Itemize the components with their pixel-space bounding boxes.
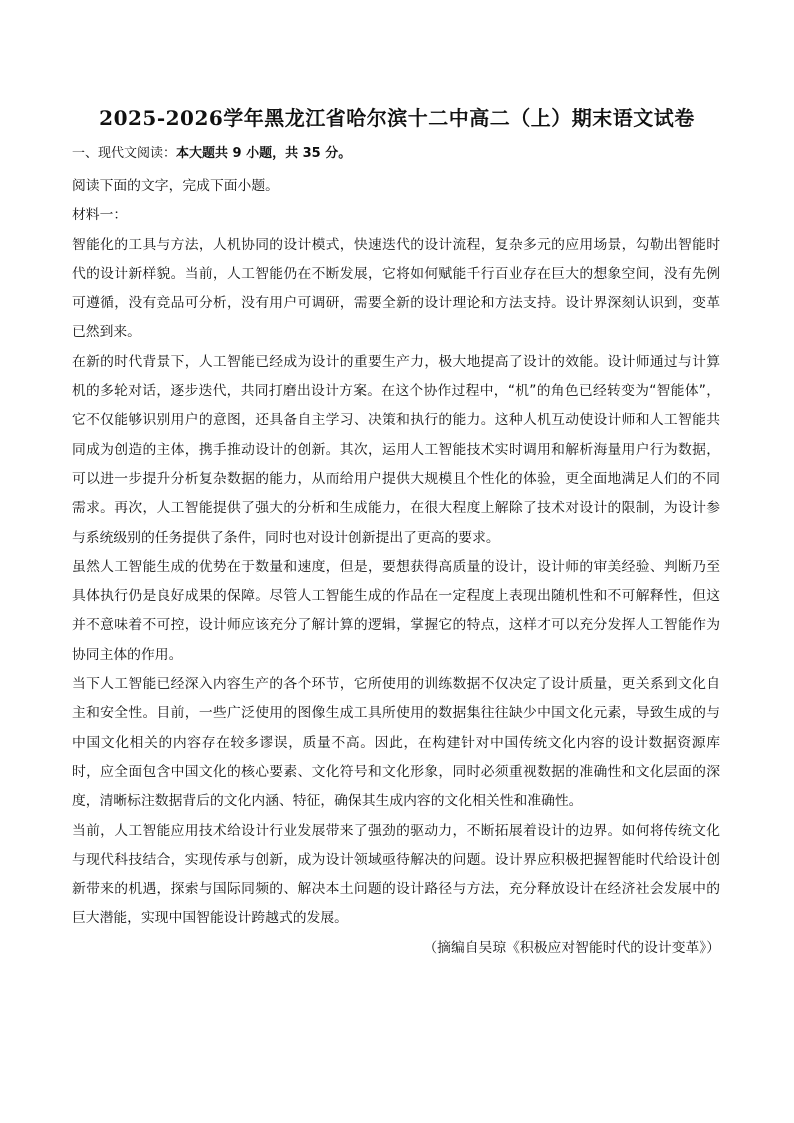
page-title: 2025-2026学年黑龙江省哈尔滨十二中高二（上）期末语文试卷 [99, 106, 695, 130]
passage-paragraph: 当下人工智能已经深入内容生产的各个环节，它所使用的训练数据不仅决定了设计质量，更关系到文化自主和安全性。目前，一些广泛使用的图像生成工具所使用的数据集往往缺少中国文化元素，导致生成的与中国文化相关的内容存在较多谬误，质量不高。因此，在构建针对中国传统文化内容的设计数据资源库时，应全面包含中国文化的核心要素、文化符号和文化形象，同时必须重视数据的准确性和文化层面的深度，清晰标注数据背后的文化内涵、特征，确保其生成内容的文化相关性和准确性。 [72, 676, 720, 810]
passage-paragraph: 虽然人工智能生成的优势在于数量和速度，但是，要想获得高质量的设计，设计师的审美经验、判断乃至具体执行仍是良好成果的保障。尽管人工智能生成的作品在一定程度上表现出随机性和不可解释性，但这并不意味着不可控，设计师应该充分了解计算的逻辑，掌握它的特点，这样才可以充分发挥人工智能作为协同主体的作用。 [72, 558, 720, 663]
passage-paragraph: 在新的时代背景下，人工智能已经成为设计的重要生产力，极大地提高了设计的效能。设计师通过与计算机的多轮对话，逐步迭代，共同打磨出设计方案。在这个协作过程中，“机”的角色已经转变为“智能体”，它不仅能够识别用户的意图，还具备自主学习、决策和执行的能力。这种人机互动使设计师和人工智能共同成为创造的主体，携手推动设计的创新。其次，运用人工智能技术实时调用和解析海量用户行为数据，可以进一步提升分析复杂数据的能力，从而给用户提供大规模且个性化的体验，更全面地满足人们的不同需求。再次，人工智能提供了强大的分析和生成能力，在很大程度上解除了技术对设计的限制，为设计参与系统级别的任务提供了条件，同时也对设计创新提出了更高的要求。 [72, 353, 720, 546]
section-heading [72, 145, 351, 163]
reading-passage [72, 172, 720, 963]
instruction-text: 阅读下面的文字，完成下面小题。 [72, 178, 279, 194]
section-heading-prefix: 一、现代文阅读： [72, 146, 177, 161]
source-citation: （摘编自吴琼《积极应对智能时代的设计变革》） [423, 939, 720, 956]
material-label: 材料一： [72, 207, 128, 224]
section-heading-detail: 本大题共 9 小题，共 35 分。 [176, 146, 352, 161]
passage-paragraph: 智能化的工具与方法，人机协同的设计模式，快速迭代的设计流程，复杂多元的应用场景，勾勒出智能时代的设计新样貌。当前，人工智能仍在不断发展，它将如何赋能千行百业存在巨大的想象空间，没有先例可遵循，没有竞品可分析，没有用户可调研，需要全新的设计理论和方法支持。设计界深刻认识到，变革已然到来。 [72, 236, 720, 341]
passage-paragraph: 当前，人工智能应用技术给设计行业发展带来了强劲的驱动力，不断拓展着设计的边界。如何将传统文化与现代科技结合，实现传承与创新，成为设计领域亟待解决的问题。设计界应积极把握智能时代给设计创新带来的机遇，探索与国际同频的、解决本土问题的设计路径与方法，充分释放设计在经济社会发展中的巨大潜能，实现中国智能设计跨越式的发展。 [72, 822, 720, 927]
